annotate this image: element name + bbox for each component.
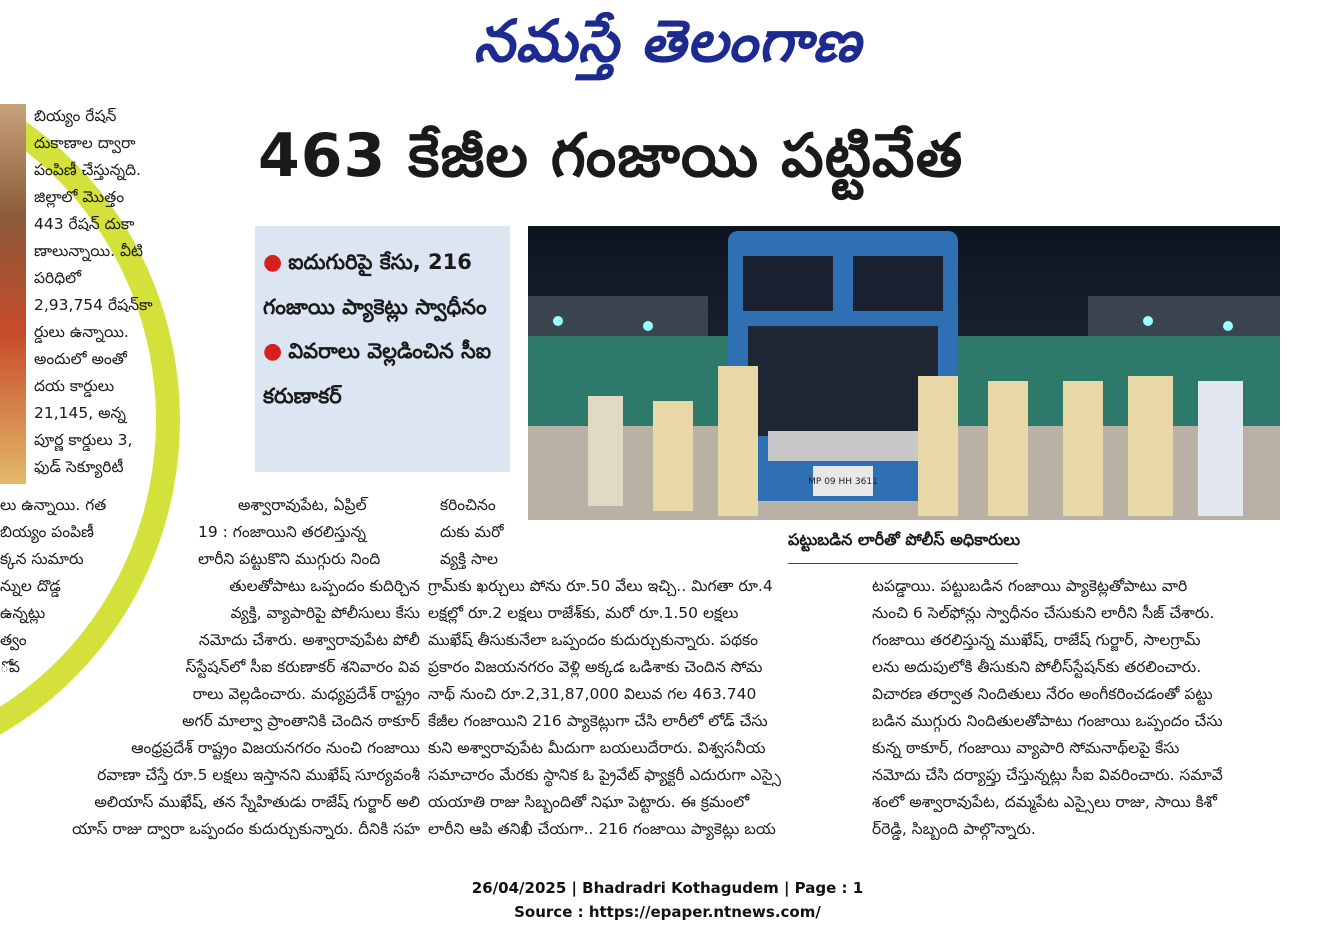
text-line: ఫుడ్ సెక్యూరిటీ [34, 458, 124, 476]
text-line: విచారణ తర్వాత నిందితులు నేరం అంగీకరించడంతో పట్టు [872, 685, 1213, 703]
text-line: కేజీల గంజాయిని 216 ప్యాకెట్లుగా చేసి లారీలో లోడ్ చేసు [428, 712, 768, 730]
masthead: నమస్తే తెలంగాణ [473, 7, 862, 75]
text-line: లారీని పట్టుకొని ముగ్గురు నింది [198, 550, 381, 568]
page-footer [0, 876, 1335, 924]
highlight-text: ఐదుగురిపై కేసు, 216 గంజాయి ప్యాకెట్లు స్వాధీనం [263, 250, 487, 319]
text-line: లక్షల్లో రూ.2 లక్షలు రాజేశ్‌కు, మరో రూ.1.50 లక్షలు [428, 604, 739, 622]
left-column-text [34, 103, 170, 481]
highlight-text: వివరాలు వెల్లడించిన సీఐ కరుణాకర్ [263, 339, 492, 408]
text-line: ప్రకారం విజయనగరం వెళ్లి అక్కడ ఒడిశాకు చెందిన సోమ [428, 658, 763, 676]
photo-illustration [528, 226, 1280, 520]
text-line: ర్‌రెడ్డి, సిబ్బంది పాల్గొన్నారు. [872, 820, 1036, 838]
text-line: యయాతి రాజు సిబ్బందితో నిఘా పెట్టారు. ఈ క్రమంలో [428, 793, 750, 811]
text-line: ణాలున్నాయి. వీటి [34, 242, 143, 260]
text-line: సమాచారం మేరకు స్థానిక ఓ ప్రైవేట్ ఫ్యాక్టరీ ఎదురుగా ఎస్సై [428, 766, 781, 784]
text-line: ఆంధ్రప్రదేశ్ రాష్ట్రం విజయనగరం నుంచి గంజాయి [131, 739, 420, 757]
text-line: లు ఉన్నాయి. గత [0, 496, 107, 514]
photo-caption: పట్టుబడిన లారీతో పోలీస్ అధికారులు [787, 530, 1021, 549]
article-column-3-top [440, 492, 540, 573]
text-line: అలియాస్ ముఖేష్, తన స్నేహితుడు రాజేష్ గుర్జార్ అలి [94, 793, 420, 811]
text-line: కుని అశ్వారావుపేట మీదుగా బయలుదేరారు. విశ్వసనీయ [428, 739, 766, 757]
text-line: ర్డులు ఉన్నాయి. [34, 323, 129, 341]
bullet-dot-icon: ● [263, 250, 283, 275]
text-line: రాలు వెల్లడించారు. మధ్యప్రదేశ్ రాష్ట్రం [192, 685, 420, 703]
text-line: గ్రామ్‌కు ఖర్చులు పోను రూ.50 వేలు ఇచ్చి.. మిగతా రూ.4 [428, 577, 773, 595]
article-column-2-top [198, 492, 418, 573]
text-line: వ్యక్తి సాల [440, 550, 498, 568]
text-line: పరిధిలో [34, 269, 82, 287]
text-line: యాస్ రాజు ద్వారా ఒప్పందం కుదుర్చుకున్నారు. దీనికి సహ [72, 820, 420, 838]
text-line: క్కన సుమారు [0, 550, 84, 568]
footer-edition-info: 26/04/2025 | Bhadradri Kothagudem | Page : 1 [471, 879, 864, 897]
highlight-item [263, 329, 510, 418]
text-line: అందులో అంతో [34, 350, 127, 368]
text-line: బియ్యం పంపిణీ [0, 523, 94, 541]
text-line: దుకు మరో [440, 523, 504, 541]
text-line: బడిన ముగ్గురు నిందితులతోపాటు గంజాయి ఒప్పందం చేసు [872, 712, 1223, 730]
text-line: 21,145, అన్న [34, 404, 126, 422]
text-line: నమోదు చేశారు. అశ్వారావుపేట పోలీ [198, 631, 420, 649]
text-line: 19 : గంజాయిని తరలిస్తున్న [198, 523, 366, 541]
text-line: పంపిణీ చేస్తున్నది. [34, 161, 142, 179]
text-line: లారీని ఆపి తనిఖీ చేయగా.. 216 గంజాయి ప్యాకెట్లు బయ [428, 820, 776, 838]
bullet-dot-icon: ● [263, 339, 283, 364]
caption-divider [788, 563, 1018, 564]
article-column-4 [872, 573, 1282, 843]
text-line: అశ్వారావుపేట, ఏప్రిల్ [238, 496, 367, 514]
highlights-box [255, 226, 510, 472]
text-line: టపడ్డాయి. పట్టుబడిన గంజాయి ప్యాకెట్లతోపాటు వారి [872, 577, 1188, 595]
text-line: ముఖేష్ తీసుకునేలా ఒప్పందం కుదుర్చుకున్నారు. పథకం [428, 631, 758, 649]
highlight-item [263, 240, 510, 329]
text-line: స్‌స్టేషన్‌లో సీఐ కరుణాకర్ శనివారం వివ [185, 658, 420, 676]
text-line: తులతోపాటు ఒప్పందం కుదిర్చిన [229, 577, 420, 595]
text-line: అగర్ మాల్వా ప్రాంతానికి చెందిన ఠాకూర్ [182, 712, 420, 730]
text-line: ఉన్నట్లు [0, 604, 46, 622]
text-line: పూర్ణ కార్డులు 3, [34, 431, 133, 449]
text-line: 443 రేషన్ దుకా [34, 215, 135, 233]
truck-plate-text: MP 09 HH 3611 [808, 477, 878, 487]
text-line: నాథ్ నుంచి రూ.2,31,87,000 విలువ గల 463.740 [428, 685, 757, 703]
text-line: కున్న ఠాకూర్, గంజాయి వ్యాపారి సోమనాథ్‌లపై కేసు [872, 739, 1180, 757]
news-photo [528, 226, 1280, 520]
text-line: నుంచి 6 సెల్‌ఫోన్లు స్వాధీనం చేసుకుని లారీని సీజ్ చేశారు. [872, 604, 1215, 622]
text-line: గంజాయి తరలిస్తున్న ముఖేష్, రాజేష్ గుర్జార్, సాలగ్రామ్ [872, 631, 1201, 649]
footer-source-link[interactable]: Source : https://epaper.ntnews.com/ [514, 903, 821, 921]
text-line: ోవ [0, 658, 20, 676]
text-line: న్నుల దొడ్డ [0, 577, 61, 595]
article-column-2 [0, 573, 420, 843]
text-line: వ్యక్తి, వ్యాపారిపై పోలీసులు కేసు [230, 604, 420, 622]
text-line: బియ్యం రేషన్ [34, 107, 117, 125]
text-line: నమోదు చేసి దర్యాప్తు చేస్తున్నట్లు సీఐ వివరించారు. సమావే [872, 766, 1223, 784]
text-line: జిల్లాలో మొత్తం [34, 188, 125, 206]
text-line: రవాణా చేస్తే రూ.5 లక్షలు ఇస్తానని ముఖేష్ సూర్యవంశీ [97, 766, 420, 784]
text-line: శంలో అశ్వారావుపేట, దమ్మపేట ఎస్సైలు రాజు, సాయి కిశో [872, 793, 1218, 811]
text-line: త్వం [0, 631, 27, 649]
left-photo-strip [0, 104, 26, 484]
text-line: కరించినం [440, 496, 496, 514]
text-line: దయ కార్డులు [34, 377, 115, 395]
text-line: 2,93,754 రేషన్‌కా [34, 296, 153, 314]
text-line: దుకాణాల ద్వారా [34, 134, 136, 152]
article-headline: 463 కేజీల గంజాయి పట్టివేత [258, 121, 964, 191]
article-column-3 [428, 573, 848, 843]
text-line: లను అదుపులోకి తీసుకుని పోలీస్‌స్టేషన్‌కు తరలించారు. [872, 658, 1202, 676]
